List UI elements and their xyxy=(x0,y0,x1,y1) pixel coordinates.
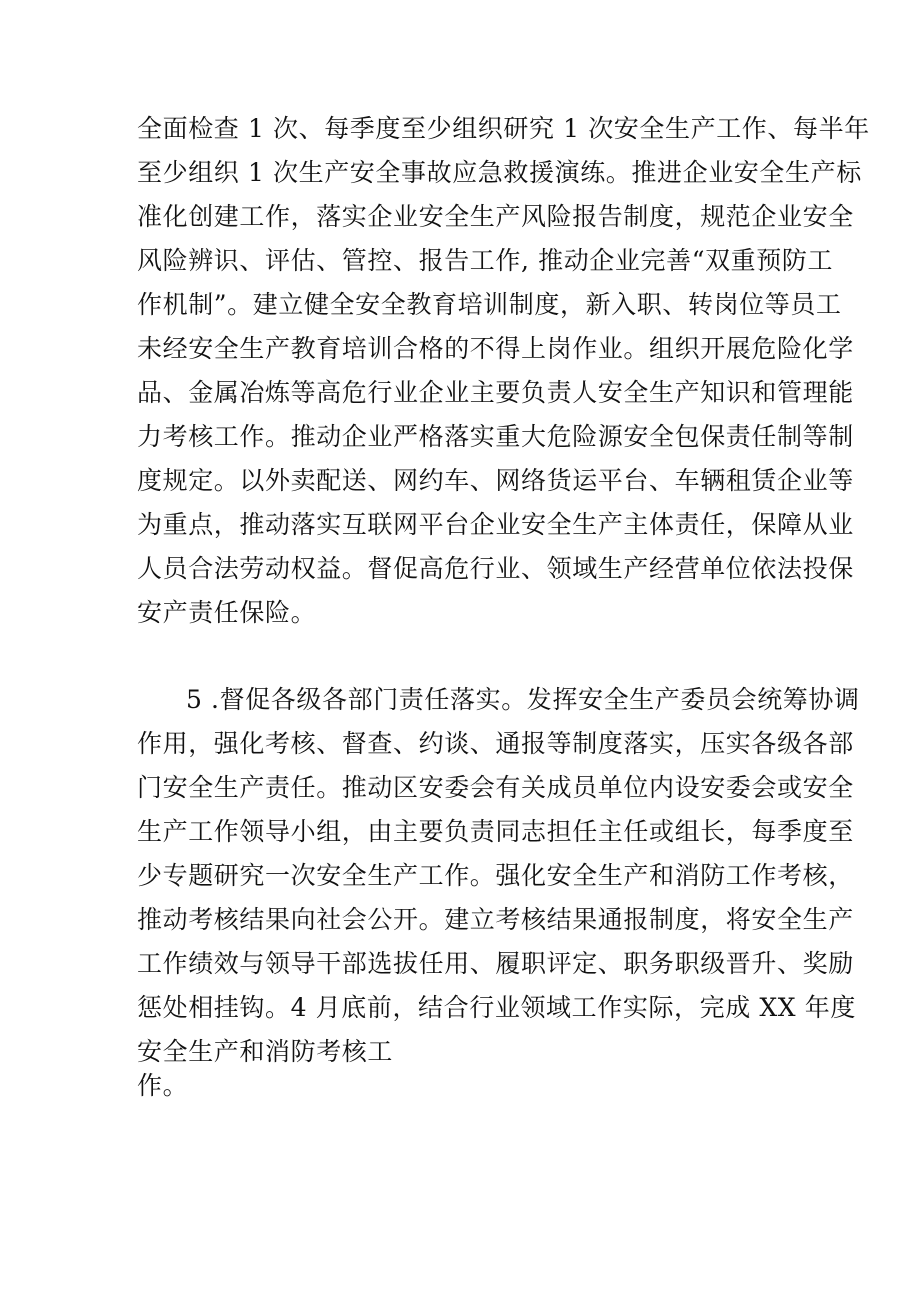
text-line: 作机制”。建立健全安全教育培训制度，新入职、转岗位等员工 xyxy=(137,290,842,319)
text-line: 品、金属冶炼等高危行业企业主要负责人安全生产知识和管理能 xyxy=(137,378,854,407)
text-line: 准化创建工作，落实企业安全生产风险报告制度，规范企业安全 xyxy=(137,202,854,231)
text-line: 推动考核结果向社会公开。建立考核结果通报制度，将安全生产 xyxy=(137,905,854,934)
text-line: 安产责任保险。 xyxy=(137,598,317,627)
text-line: 至少组织 1 次生产安全事故应急救援演练。推进企业安全生产标 xyxy=(137,158,862,187)
text-line: 门安全生产责任。推动区安委会有关成员单位内设安委会或安全 xyxy=(137,773,854,802)
text-line: 工作绩效与领导干部选拔任用、履职评定、职务职级晋升、奖励 xyxy=(137,949,854,978)
text-line: 生产工作领导小组，由主要负责同志担任主任或组长，每季度至 xyxy=(137,817,854,846)
text-line: 风险辨识、评估、管控、报告工作, 推动企业完善“双重预防工 xyxy=(137,246,834,275)
text-line: 作。 xyxy=(137,1071,189,1100)
text-line: 少专题研究一次安全生产工作。强化安全生产和消防工作考核， xyxy=(137,861,854,890)
text-line: 5 .督促各级各部门责任落实。发挥安全生产委员会统筹协调 xyxy=(186,685,860,714)
text-line: 安全生产和消防考核工 xyxy=(137,1037,394,1066)
text-line: 力考核工作。推动企业严格落实重大危险源安全包保责任制等制 xyxy=(137,422,854,451)
text-line: 全面检查 1 次、每季度至少组织研究 1 次安全生产工作、每半年 xyxy=(137,114,870,143)
text-line: 为重点，推动落实互联网平台企业安全生产主体责任，保障从业 xyxy=(137,510,854,539)
text-line: 未经安全生产教育培训合格的不得上岗作业。组织开展危险化学 xyxy=(137,334,854,363)
text-line: 作用，强化考核、督查、约谈、通报等制度落实，压实各级各部 xyxy=(137,729,854,758)
text-line: 人员合法劳动权益。督促高危行业、领域生产经营单位依法投保 xyxy=(137,554,854,583)
text-line: 度规定。以外卖配送、网约车、网络货运平台、车辆租赁企业等 xyxy=(137,466,854,495)
text-line: 惩处相挂钩。4 月底前，结合行业领域工作实际，完成 XX 年度 xyxy=(137,993,856,1022)
